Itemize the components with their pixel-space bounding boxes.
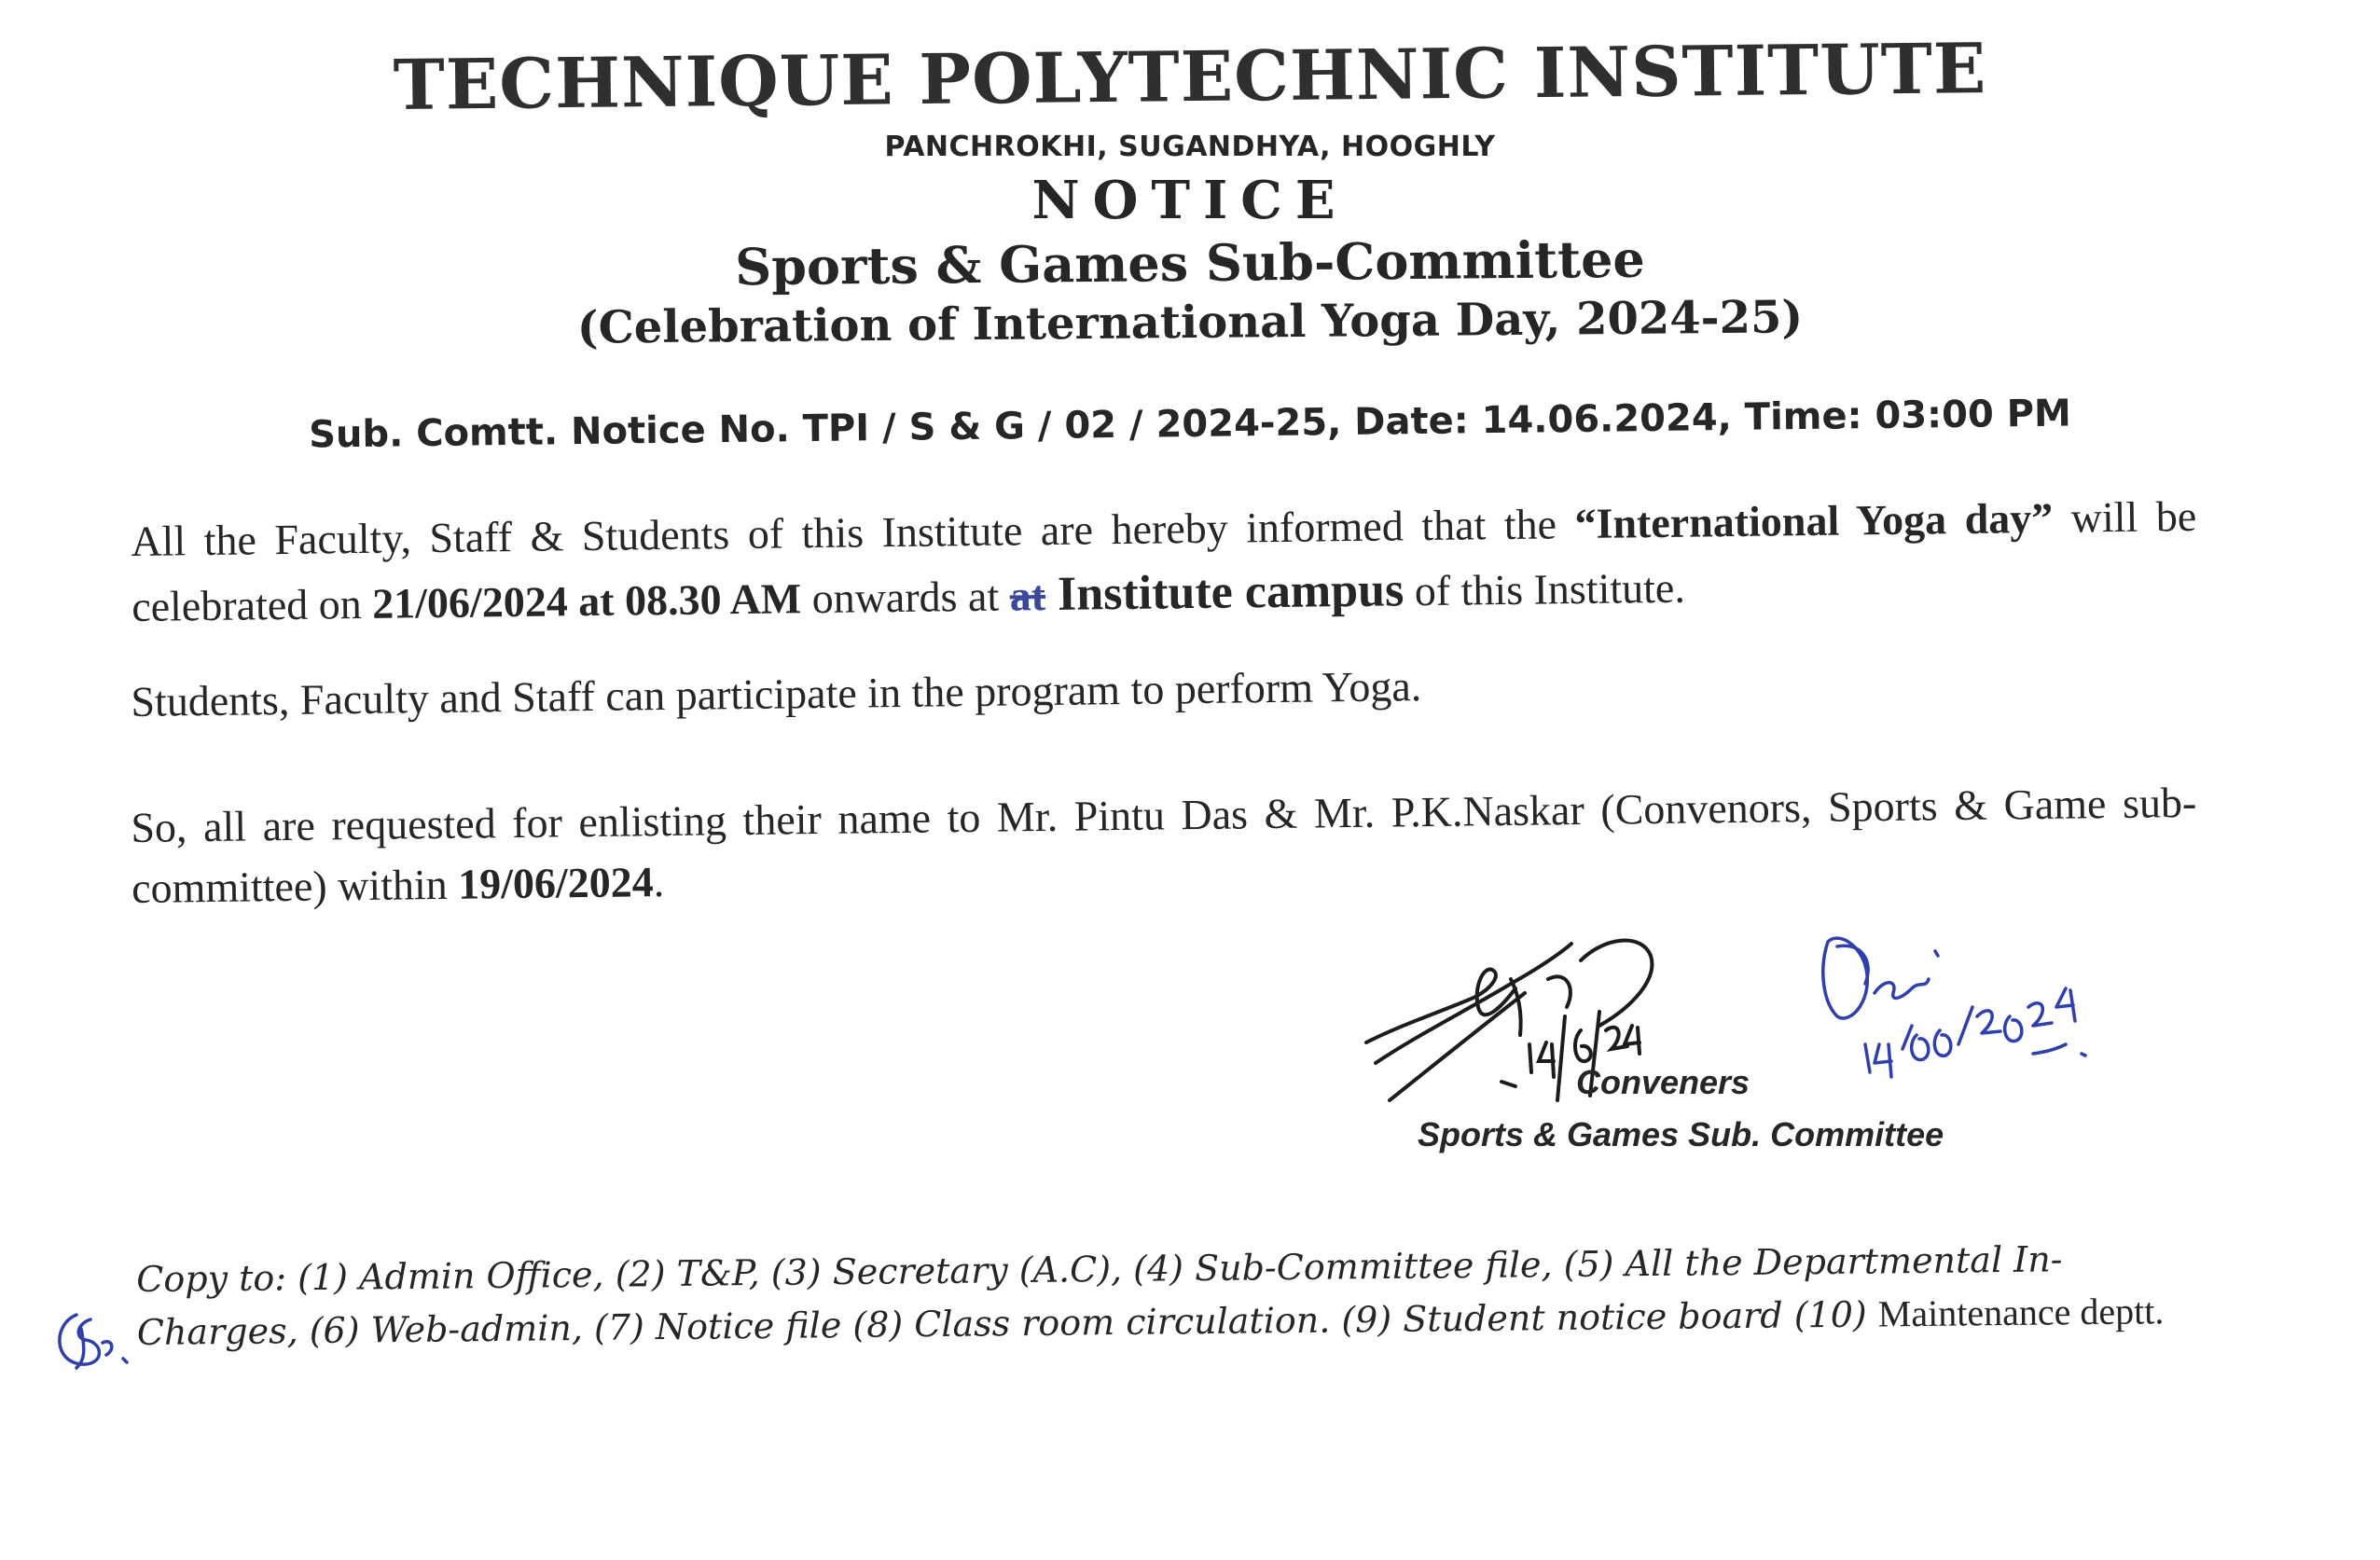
- p3-text-c: .: [653, 858, 665, 906]
- event-name: “International Yoga day”: [1574, 493, 2054, 548]
- notice-reference: Sub. Comtt. Notice No. TPI / S & G / 02 / 2024-25, Date: 14.06.2024, Time: 03:00 PM: [308, 392, 2072, 457]
- institute-address: PANCHROKHI, SUGANDHYA, HOOGHLY: [884, 131, 1496, 163]
- paragraph-enlisting: [131, 772, 2197, 919]
- handwritten-initials: [48, 1301, 142, 1375]
- p1-text-g: of this Institute.: [1403, 563, 1686, 615]
- conveners-label: Conveners: [1576, 1063, 1750, 1101]
- occasion-title: (Celebration of International Yoga Day, 2024-25): [576, 291, 1804, 354]
- copy-to-text: Copy to: (1) Admin Office, (2) T&P, (3) Secretary (A.C), (4) Sub-Committee file, (5) All the Departmental In-Charges, (6) Web-admin, (7) Notice file (8) Class room circulation. (9) Student notice board (10): [136, 1238, 2063, 1354]
- event-venue: Institute campus: [1045, 563, 1404, 622]
- p1-text-e: onwards at: [800, 572, 1011, 623]
- p3-text-a: So, all are requested for enlisting their name to Mr. Pintu Das & Mr. P.K.Naskar (Convenors, Sports & Game sub-committee) within: [131, 778, 2197, 913]
- copy-to-tail: Maintenance deptt.: [1877, 1290, 2165, 1335]
- institute-name: TECHNIQUE POLYTECHNIC INSTITUTE: [393, 29, 1987, 126]
- event-datetime: 21/06/2024 at 08.30 AM: [371, 574, 802, 628]
- p1-text-a: All the Faculty, Staff & Students of this Institute are hereby informed that the: [131, 500, 1575, 565]
- copy-to-list: [136, 1233, 2198, 1360]
- notice-title: NOTICE: [1031, 170, 1349, 231]
- struck-word: at: [1009, 572, 1046, 620]
- paragraph-announcement: [131, 486, 2198, 641]
- convener-signature-2: [1809, 914, 2126, 1082]
- committee-name: Sports & Games Sub-Committee: [734, 228, 1646, 297]
- paragraph-participation: Students, Faculty and Staff can participate in the program to perform Yoga.: [131, 662, 1422, 725]
- deadline-date: 19/06/2024: [457, 858, 655, 909]
- p1-text-c: will be celebrated on: [131, 491, 2197, 631]
- committee-signature-label: Sports & Games Sub. Committee: [1418, 1115, 1944, 1153]
